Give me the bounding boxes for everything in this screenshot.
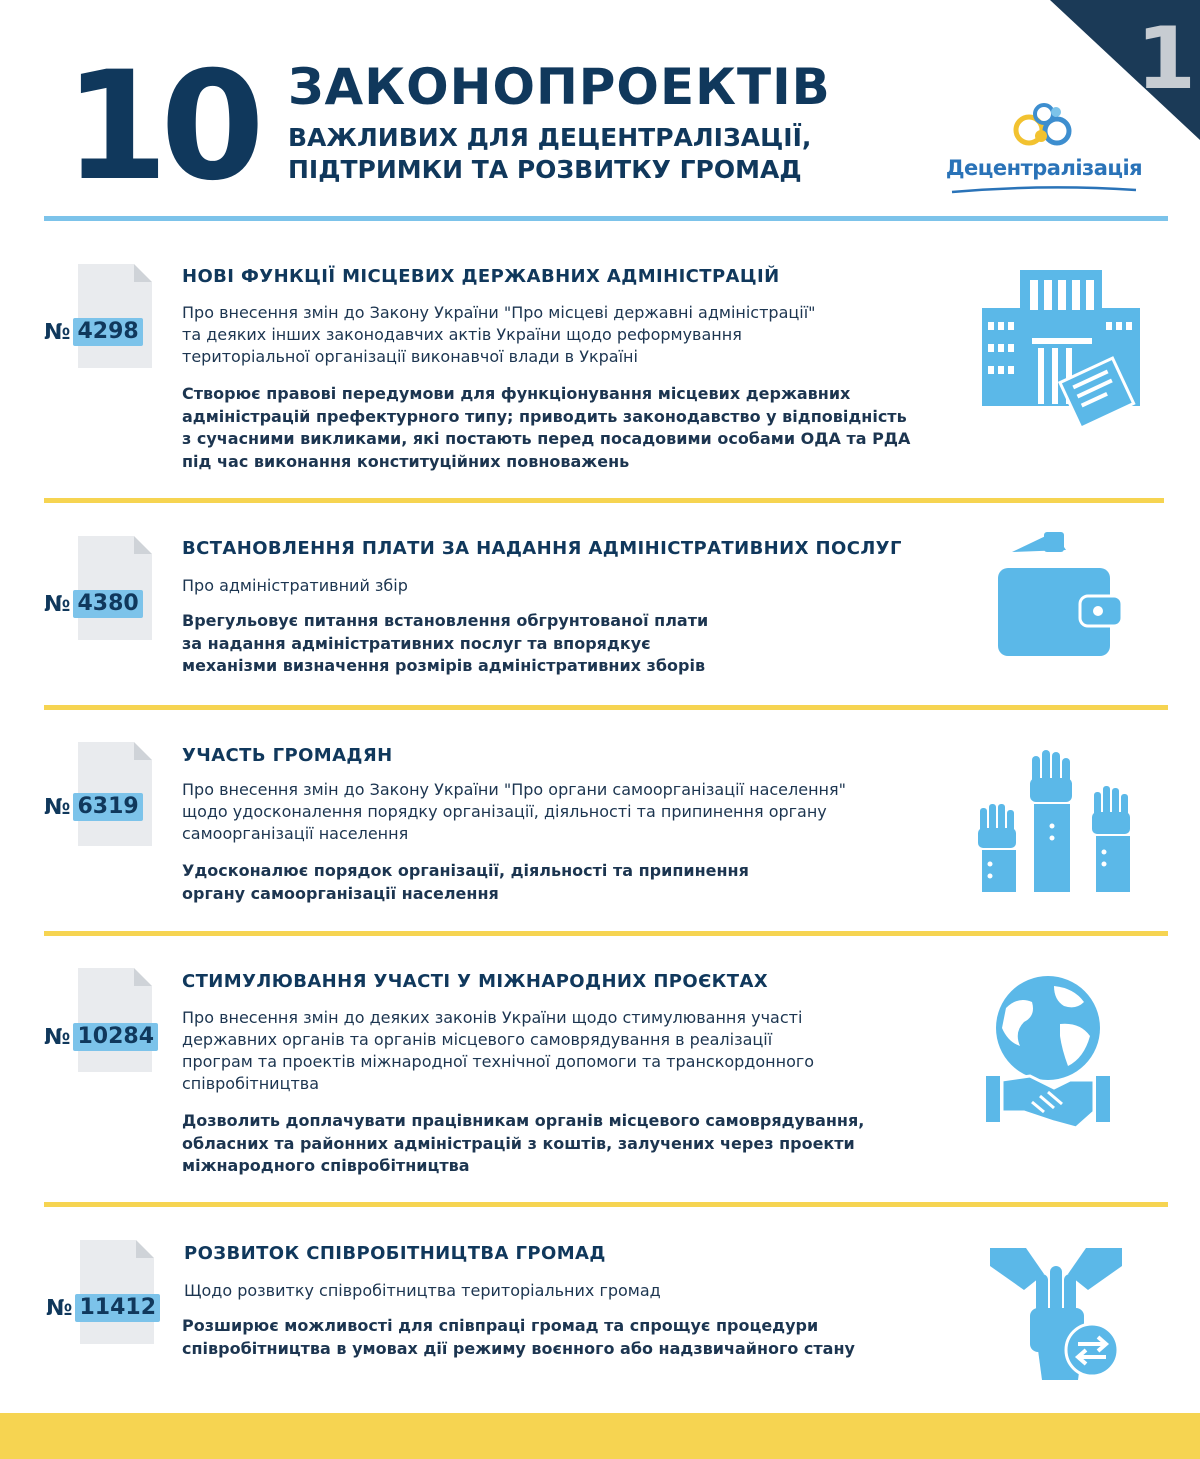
section-effect: Розширює можливості для співпраці громад та спрощує процедури співробітництва в умовах дії режиму воєнного або надзвичайного стану (182, 1316, 855, 1358)
section-divider (44, 705, 1168, 710)
section-title: ВСТАНОВЛЕННЯ ПЛАТИ ЗА НАДАННЯ АДМІНІСТРАТИВНИХ ПОСЛУГ (182, 538, 902, 559)
bottom-band (0, 1413, 1200, 1459)
bill-number: 6319 (73, 793, 142, 821)
document-icon (78, 264, 152, 368)
number-sign: № (44, 794, 71, 820)
section-description: Про внесення змін до Закону України "Про місцеві державні адміністрації" та деяких інших законодавчих актів України щодо реформування територіальної організації виконавчої влади в Україні (182, 303, 816, 366)
section-title: СТИМУЛЮВАННЯ УЧАСТІ У МІЖНАРОДНИХ ПРОЄКТАХ (182, 971, 769, 992)
logo-mark-icon (944, 100, 1144, 156)
number-sign: № (44, 319, 71, 345)
page-number: 1 (1136, 9, 1196, 109)
government-building-icon (978, 268, 1144, 436)
section-effect: Створює правові передумови для функціонування місцевих державних адміністрацій префектурного типу; приводить законодавство у відповідність з сучасними викликами, які постають перед посадовими особами ОДА та РДА під час виконання конституційних повноважень (182, 384, 911, 471)
bill-number-label (44, 590, 143, 618)
number-sign: № (44, 591, 71, 617)
hands-together-exchange-icon (986, 1244, 1126, 1384)
decentralization-logo (944, 100, 1144, 195)
section-title: РОЗВИТОК СПІВРОБІТНИЦТВА ГРОМАД (184, 1243, 606, 1264)
bill-number: 4380 (73, 590, 142, 618)
globe-handshake-icon (984, 972, 1114, 1134)
bill-number-label (46, 1294, 160, 1322)
header-divider (44, 216, 1168, 221)
section-effect: Дозволить доплачувати працівникам органів місцевого самоврядування, обласних та районних адміністрацій з коштів, залучених через проекти міжнародного співробітництва (182, 1111, 865, 1175)
bill-number-label (44, 318, 143, 346)
raised-hands-icon (974, 748, 1142, 894)
section-divider (44, 1202, 1168, 1207)
document-icon (78, 968, 152, 1072)
section-divider (44, 498, 1164, 503)
section-description: Про адміністративний збір (182, 576, 408, 595)
section-title: УЧАСТЬ ГРОМАДЯН (182, 745, 393, 766)
header-big-number: 10 (64, 40, 257, 214)
document-icon (80, 1240, 154, 1344)
header-subtitle-line: ВАЖЛИВИХ ДЛЯ ДЕЦЕНТРАЛІЗАЦІЇ, (288, 123, 812, 152)
document-icon (78, 536, 152, 640)
wallet-icon (994, 528, 1124, 658)
bill-number: 10284 (73, 1023, 158, 1051)
bill-number-label (44, 793, 143, 821)
section-title: НОВІ ФУНКЦІЇ МІСЦЕВИХ ДЕРЖАВНИХ АДМІНІСТРАЦІЙ (182, 266, 780, 287)
bill-number-label (44, 1023, 158, 1051)
header-subtitle (288, 122, 928, 186)
header-subtitle-line: ПІДТРИМКИ ТА РОЗВИТКУ ГРОМАД (288, 155, 802, 184)
section-divider (44, 931, 1168, 936)
bill-number: 4298 (73, 318, 142, 346)
section-effect: Врегульовує питання встановлення обгрунтованої плати за надання адміністративних послуг та впорядкує механізми визначення розмірів адміністративних зборів (182, 611, 709, 675)
header-title: ЗАКОНОПРОЕКТІВ (288, 58, 831, 116)
section-description: Щодо розвитку співробітництва територіальних громад (184, 1281, 661, 1300)
section-effect: Удосконалює порядок організації, діяльності та припинення органу самоорганізації населення (182, 861, 749, 903)
section-description: Про внесення змін до деяких законів України щодо стимулювання участі державних органів та органів місцевого самоврядування в реалізації програм та проектів міжнародної технічної допомоги та транскордонного співробітництва (182, 1008, 815, 1093)
number-sign: № (46, 1295, 73, 1321)
number-sign: № (44, 1024, 71, 1050)
logo-underline-icon (944, 184, 1144, 196)
section-description: Про внесення змін до Закону України "Про органи самоорганізації населення" щодо удосконалення порядку організації, діяльності та припинення органу самоорганізації населення (182, 780, 846, 843)
bill-number: 11412 (75, 1294, 160, 1322)
logo-text: Децентралізація (945, 156, 1143, 180)
